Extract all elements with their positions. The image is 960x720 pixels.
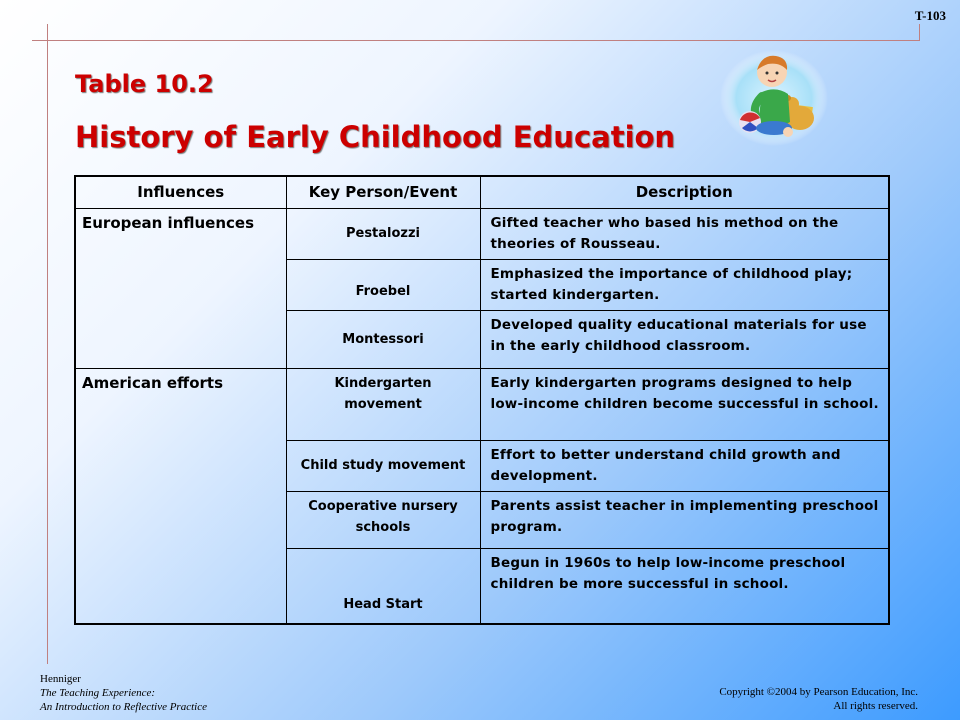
key-cell: Pestalozzi — [286, 208, 480, 259]
key-cell: Cooperative nursery schools — [286, 491, 480, 548]
key-cell: Head Start — [286, 548, 480, 624]
key-cell: Child study movement — [286, 440, 480, 491]
description-cell: Effort to better understand child growth and development. — [480, 440, 889, 491]
description-cell: Parents assist teacher in implementing preschool program. — [480, 491, 889, 548]
key-cell: Montessori — [286, 310, 480, 368]
footer-copyright — [719, 685, 918, 713]
table-header-row — [75, 176, 889, 208]
footer-citation — [40, 672, 207, 714]
description-cell: Begun in 1960s to help low-income preschool children be more successful in school. — [480, 548, 889, 624]
column-header-description: Description — [480, 176, 889, 208]
footer-book-title: The Teaching Experience: — [40, 687, 156, 699]
description-cell: Gifted teacher who based his method on the theories of Rousseau. — [480, 208, 889, 259]
footer-author: Henniger — [40, 673, 81, 685]
right-rule — [919, 24, 920, 41]
page-title: History of Early Childhood Education — [75, 120, 676, 154]
influence-cell-european: European influences — [75, 208, 286, 368]
influence-cell-american: American efforts — [75, 368, 286, 624]
description-cell: Developed quality educational materials for use in the early childhood classroom. — [480, 310, 889, 368]
description-cell: Emphasized the importance of childhood play; started kindergarten. — [480, 259, 889, 310]
column-header-key-person-event: Key Person/Event — [286, 176, 480, 208]
description-cell: Early kindergarten programs designed to help low-income children become successful in school. — [480, 368, 889, 440]
rights-text: All rights reserved. — [833, 700, 918, 712]
column-header-influences: Influences — [75, 176, 286, 208]
key-cell: Froebel — [286, 259, 480, 310]
footer-book-subtitle: An Introduction to Reflective Practice — [40, 701, 207, 713]
child-playing-clipart-icon — [718, 40, 830, 148]
copyright-text: Copyright ©2004 by Pearson Education, Inc. — [719, 686, 918, 698]
table-row — [75, 368, 889, 440]
key-cell: Kindergarten movement — [286, 368, 480, 440]
left-rule — [47, 24, 48, 664]
table-row — [75, 208, 889, 259]
slide-number: T-103 — [914, 8, 946, 23]
history-table — [74, 175, 890, 625]
table-label: Table 10.2 — [75, 70, 214, 98]
